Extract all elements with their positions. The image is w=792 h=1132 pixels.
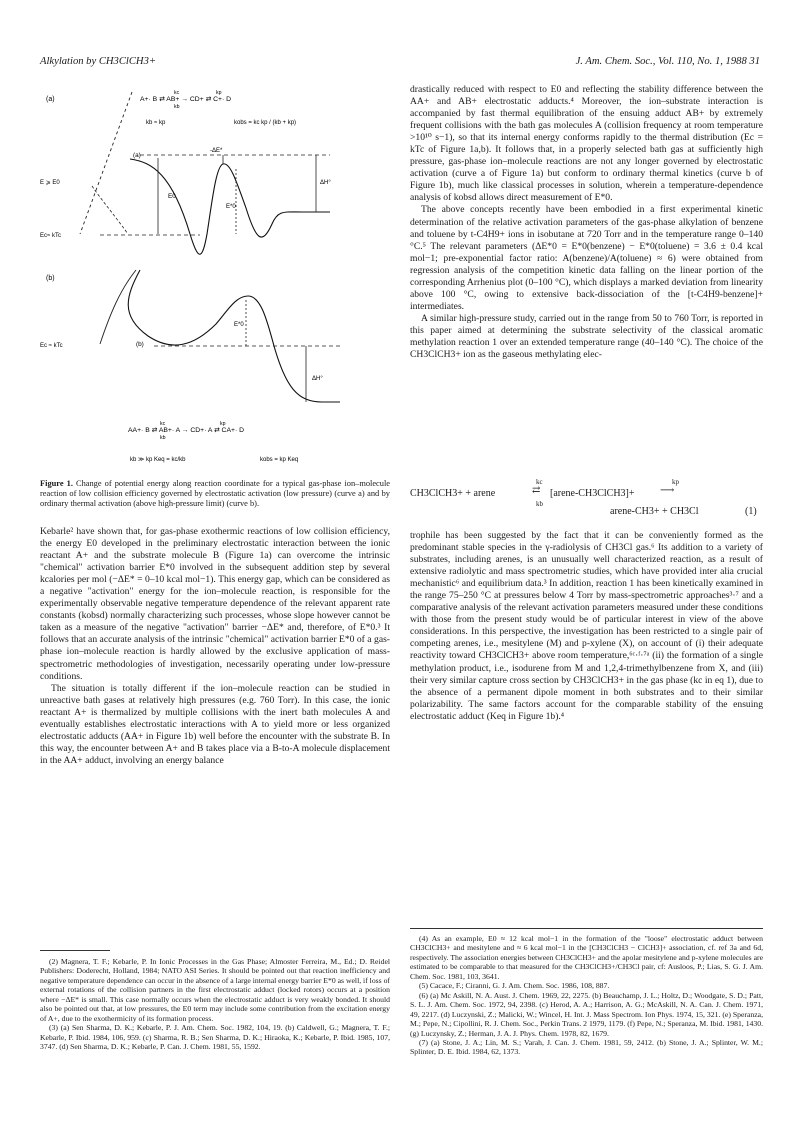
equation-kp: kp	[672, 478, 679, 486]
equation-intermediate: [arene-CH3ClCH3]+	[550, 488, 635, 499]
rate-kp-b: kp	[220, 421, 226, 427]
scheme-b: AA+· B ⇄ AB+· A → CD+· A ⇄ CA+· D	[128, 427, 245, 434]
condition-a1: kb ≈ kp	[146, 120, 166, 126]
delta-e-label: -ΔE*	[210, 148, 223, 154]
left-footnotes	[40, 957, 390, 1052]
curve-label-a: (a)	[133, 152, 141, 159]
right-column-bottom	[410, 530, 763, 723]
scheme-a: A+· B ⇄ AB+ → CD+ ⇄ C+· D	[140, 96, 232, 103]
footnote: (5) Cacace, F.; Ciranni, G. J. Am. Chem. Soc. 1986, 108, 887.	[419, 981, 610, 991]
rate-kb-b: kb	[160, 435, 166, 441]
dh-label-b: ΔH°	[312, 376, 323, 382]
equation-1	[410, 480, 763, 520]
condition-b1: kb ≫ kp Keq = kc/kb	[130, 457, 186, 463]
running-header-right: J. Am. Chem. Soc., Vol. 110, No. 1, 1988 31	[575, 56, 760, 67]
curve-label-b: (b)	[136, 341, 144, 348]
left-column-body	[40, 526, 390, 767]
paragraph: The above concepts recently have been embodied in a first experimental kinetic determination of the relative activation parameters of the gas-phase alkylation of benzene and toluene by t-C4H9+ ions in isobutane at 720 Torr and in the temperature range 0–140 °C.⁵ The relevant parameters (ΔE*0 = E*0(benzene) − E*0(toluene) = 3.6 ± 0.4 kcal mol−1; pre-exponential factor ratio: A(benzene)/A(toluene) ≈ 6) were obtained from regression analysis of the competition kinetic data falling on the linear portion of the corresponding Arrhenius plot (0–100 °C), which displays a marked deviation from linearity above 100 °C, owing to extensive back-dissociation of the [t-C4H9-benzene]+ intermediates.	[410, 204, 763, 312]
footnote-rule-left	[40, 950, 110, 951]
paragraph: The situation is totally different if the ion–molecule reaction can be studied in unreactive bath gases at relatively high pressures (e.g. 760 Torr). In this case, the ionic reactant A+ is thermalized by multiple collisions with the inert bath molecules A and eventually establishes electrostatic interactions with A to yield more or less organized electrostatic adducts (AA+ in Figure 1b) well before the encounter with the substrate B. In this way, the encounter between A+ and B takes place via a B-to-A molecule displacement in the AA+ adduct, involving an energy balance	[40, 682, 390, 766]
rate-kc-b: kc	[160, 421, 166, 427]
equation-arrows: ⇄	[532, 485, 541, 496]
equation-kc: kc	[536, 478, 543, 486]
potential-curve-b	[128, 270, 340, 402]
paragraph: drastically reduced with respect to E0 and reflecting the stability difference between the AA+ and AB+ electrostatic adducts.⁴ Moreover, the ion–substrate interaction is accompanied by fast thermal equilibration of the ensuing adduct AB+ by extremely frequent collisions with the bath gas molecules A (collision frequency at room temperature >10¹⁰ s−1), so that its internal energy conforms rapidly to the thermal distribution (Ec = kTc of Figure 1a,b). It follows that, in a properly selected bath gas at sufficiently high pressure, gas-phase ion–molecule reactions are not any longer governed by electrostatic activation (curve a of Figure 1a) but conform to ordinary thermal kinetics (curve b of Figure 1b), much like classical processes in solution, wherein a temperature-dependence analysis of kobsd allows direct measurement of E*0.	[410, 84, 763, 204]
e-kt-label-a: Ec≈ kTc	[40, 233, 61, 239]
equation-arrow: ⟶	[660, 485, 675, 496]
rate-kp-a: kp	[216, 90, 222, 96]
e-kt-label-b: Ec ≈ kTc	[40, 343, 63, 349]
footnote: (2) Magnera, T. F.; Kebarle, P. In Ionic Processes in the Gas Phase; Almoster Ferreira, M., Ed.; D. Reidel Publishers: Doderecht, Holland, 1984; NATO ASI Series. It should be pointed out that reaction inefficiency and negative temperature dependence can occur in the absence of a large internal energy barrier E*0 as well, if loss of external rotations of the collision partners in the first electrostatic adduct (locked rotors) occurs at a position where −ΔE* is small. This case normally occurs when the electrostatic adduct is very weakly bonded. It should also be pointed out that, at low pressures, the E0 term may include some contribution from the excitation energy of A+, due to the exothermicity of its formation process.	[40, 957, 390, 1023]
rate-kb-a: kb	[174, 104, 180, 110]
condition-b2: kobs = kp Keq	[260, 457, 299, 463]
equation-number: (1)	[745, 506, 757, 517]
paragraph: A similar high-pressure study, carried out in the range from 50 to 760 Torr, is reported in this paper aimed at determining the substrate selectivity of the classical aromatic methylation reaction 1 over an extended temperature range (40–140 °C). The choice of the CH3ClCH3+ ion as the gaseous methylating elec-	[410, 312, 763, 361]
footnote-rule-right	[410, 928, 763, 929]
e0-star-label-b: E*0	[234, 322, 244, 328]
e-ge-e0-label: E ⩾ E0	[40, 180, 60, 186]
paragraph: trophile has been suggested by the fact that it can be conveniently formed as the predominant stable species in the γ-radiolysis of CH3Cl gas.⁶ Its addition to a variety of substrates, including arenes, is an unusually well characterized reaction, as a result of extensive radiolytic and mass spectrometric studies, which have provided inter alia crucial mechanistic⁶ and equilibrium data.³ In addition, reaction 1 has been kinetically examined in the range 75–250 °C at pressures below 4 Torr by mass-spectrometric approaches³·⁷ and a comparative analysis of the relevant activation parameters measured under these conditions with those from the present study would be of particular interest in view of the above considerations. In this perspective, the investigation has been restricted to a single pair of competing arenes, i.e., mesitylene (M) and p-xylene (X), on account of (i) their adequate reactivity toward CH3ClCH3+ above room temperature,⁶ᶜ·ᶠ·⁷ᵃ (ii) the formation of a single methylation product, i.e., isodurene from M and 1,2,4-trimethylbenzene from X, and (iii) their very similar capture cross section by CH3ClCH3+ in the gas phase (kc in eq 1), due to the absence of a permanent dipole moment in both substrates and to their similar polarizability. The same factors account for the comparable stability of the ensuing electrostatic adduct (Keq in Figure 1b).⁴	[410, 530, 763, 722]
rate-kc-a: kc	[174, 90, 180, 96]
footnote: (3) (a) Sen Sharma, D. K.; Kebarle, P. J. Am. Chem. Soc. 1982, 104, 19. (b) Caldwell, G.; Magnera, T. F.; Kebarle, P. Ibid. 1984, 106, 959. (c) Sharma, R. B.; Sen Sharma, D. K.; Hiraoka, K.; Kebarle, P. Ibid. 1985, 107, 3747. (d) Sen Sharma, D. K.; Kebarle, P. Can. J. Chem. 1981, 55, 1592.	[40, 1023, 390, 1052]
dh-label-a: ΔH°	[320, 180, 331, 186]
paragraph: Kebarle² have shown that, for gas-phase exothermic reactions of low collision efficiency, the energy E0 developed in the preliminary electrostatic interaction between the ionic reactant A+ and the substrate molecule B (Figure 1a) can overcome the intrinsic "chemical" activation barrier E*0 involved in the subsequent addition step by several kcalories per mol (−ΔE* = 0–10 kcal mol−1). This energy gap, which can be considered as a negative "activation" energy for the ion–molecule reaction, is responsible for the experimentally observable negative temperature dependence of the relevant apparent rate constants (kobsd) normally characterizing such processes, whose slope however cannot be taken as a measure of the negative "activation" barrier −ΔE* and, therefore, of E*0.³ It follows that an accurate analysis of the intrinsic "chemical" activation barrier E*0 of a gas-phase ion–molecule reaction is hardly allowed by the exclusive application of mass-spectrometric methodologies of investigation, necessarily operating under low-pressure conditions.	[40, 526, 390, 682]
figure-1	[40, 84, 390, 479]
panel-label-b: (b)	[46, 275, 55, 282]
condition-a2: kobs = kc kp / (kb + kp)	[234, 120, 297, 126]
e0-label: E0	[168, 193, 176, 200]
right-column-top	[410, 84, 763, 361]
equation-kb: kb	[536, 500, 543, 508]
figure-caption-text: Change of potential energy along reaction coordinate for a typical gas-phase ion–molecule reaction of low collision efficiency governed by electrostatic activation (low pressure) (curve a) and by ordinary thermal activation (above high-pressure limit) (curve b).	[40, 479, 391, 509]
footnote: (6) (a) Mc Askill, N. A. Aust. J. Chem. 1969, 22, 2275. (b) Beauchamp, J. L.; Holtz, D.; Woodgate, S. D.; Patt, S. L. J. Am. Chem. Soc. 1972, 94, 2398. (c) Herod, A. A.; Harrison, A. G.; McAskill, N. A. Can. J. Chem. 1971, 49, 2217. (d) Luczynski, Z.; Malicki, W.; Wincel, H. Int. J. Mass Spectrom. Ion Phys. 1974, 15, 321. (e) Speranza, M.; Pepe, N.; Cipollini, R. J. Chem. Soc., Perkin Trans. 2 1979, 1179. (f) Pepe, N.; Speranza, M. Ibid. 1981, 1430. (g) Luczynsky, Z.; Herman, J. A. J. Phys. Chem. 1978, 82, 1679.	[410, 990, 763, 1038]
panel-label-a: (a)	[46, 96, 55, 103]
energy-axis-a	[80, 92, 132, 234]
e0-star-label-a: E*0	[226, 204, 236, 210]
energy-axis-b	[100, 270, 136, 344]
figure-caption-label: Figure 1.	[40, 479, 73, 488]
footnote: (7) (a) Stone, J. A.; Lin, M. S.; Varah, J. Can. J. Chem. 1981, 59, 2412. (b) Stone, J. A.; Splinter, W. M.; Splinter, D. E. Ibid. 1984, 62, 1373.	[410, 1037, 763, 1057]
equation-lhs: CH3ClCH3+ + arene	[410, 488, 496, 499]
thermal-connector-a	[92, 186, 128, 234]
running-header-left: Alkylation by CH3ClCH3+	[40, 56, 157, 67]
figure-caption	[40, 479, 390, 510]
right-footnotes	[410, 934, 763, 1057]
footnote: (4) As an example, E0 ≈ 12 kcal mol−1 in the formation of the "loose" electrostatic adduct between CH3ClCH3+ and mesitylene and ≈ 6 kcal mol−1 in the [CH3ClCH3 − ClCH3]+ association, cf. ref 3a and 6d, respectively. The association energies between CH3ClCH3+ and the apolar mesitylene and p-xylene molecules are estimated to be comparable to that measured for the CH3ClCH3+/CH3Cl pair, cf: Ausloos, P.; Lias, S. G. J. Am. Chem. Soc. 1981, 103, 3641.	[410, 934, 763, 981]
equation-rhs: arene-CH3+ + CH3Cl	[610, 506, 699, 517]
